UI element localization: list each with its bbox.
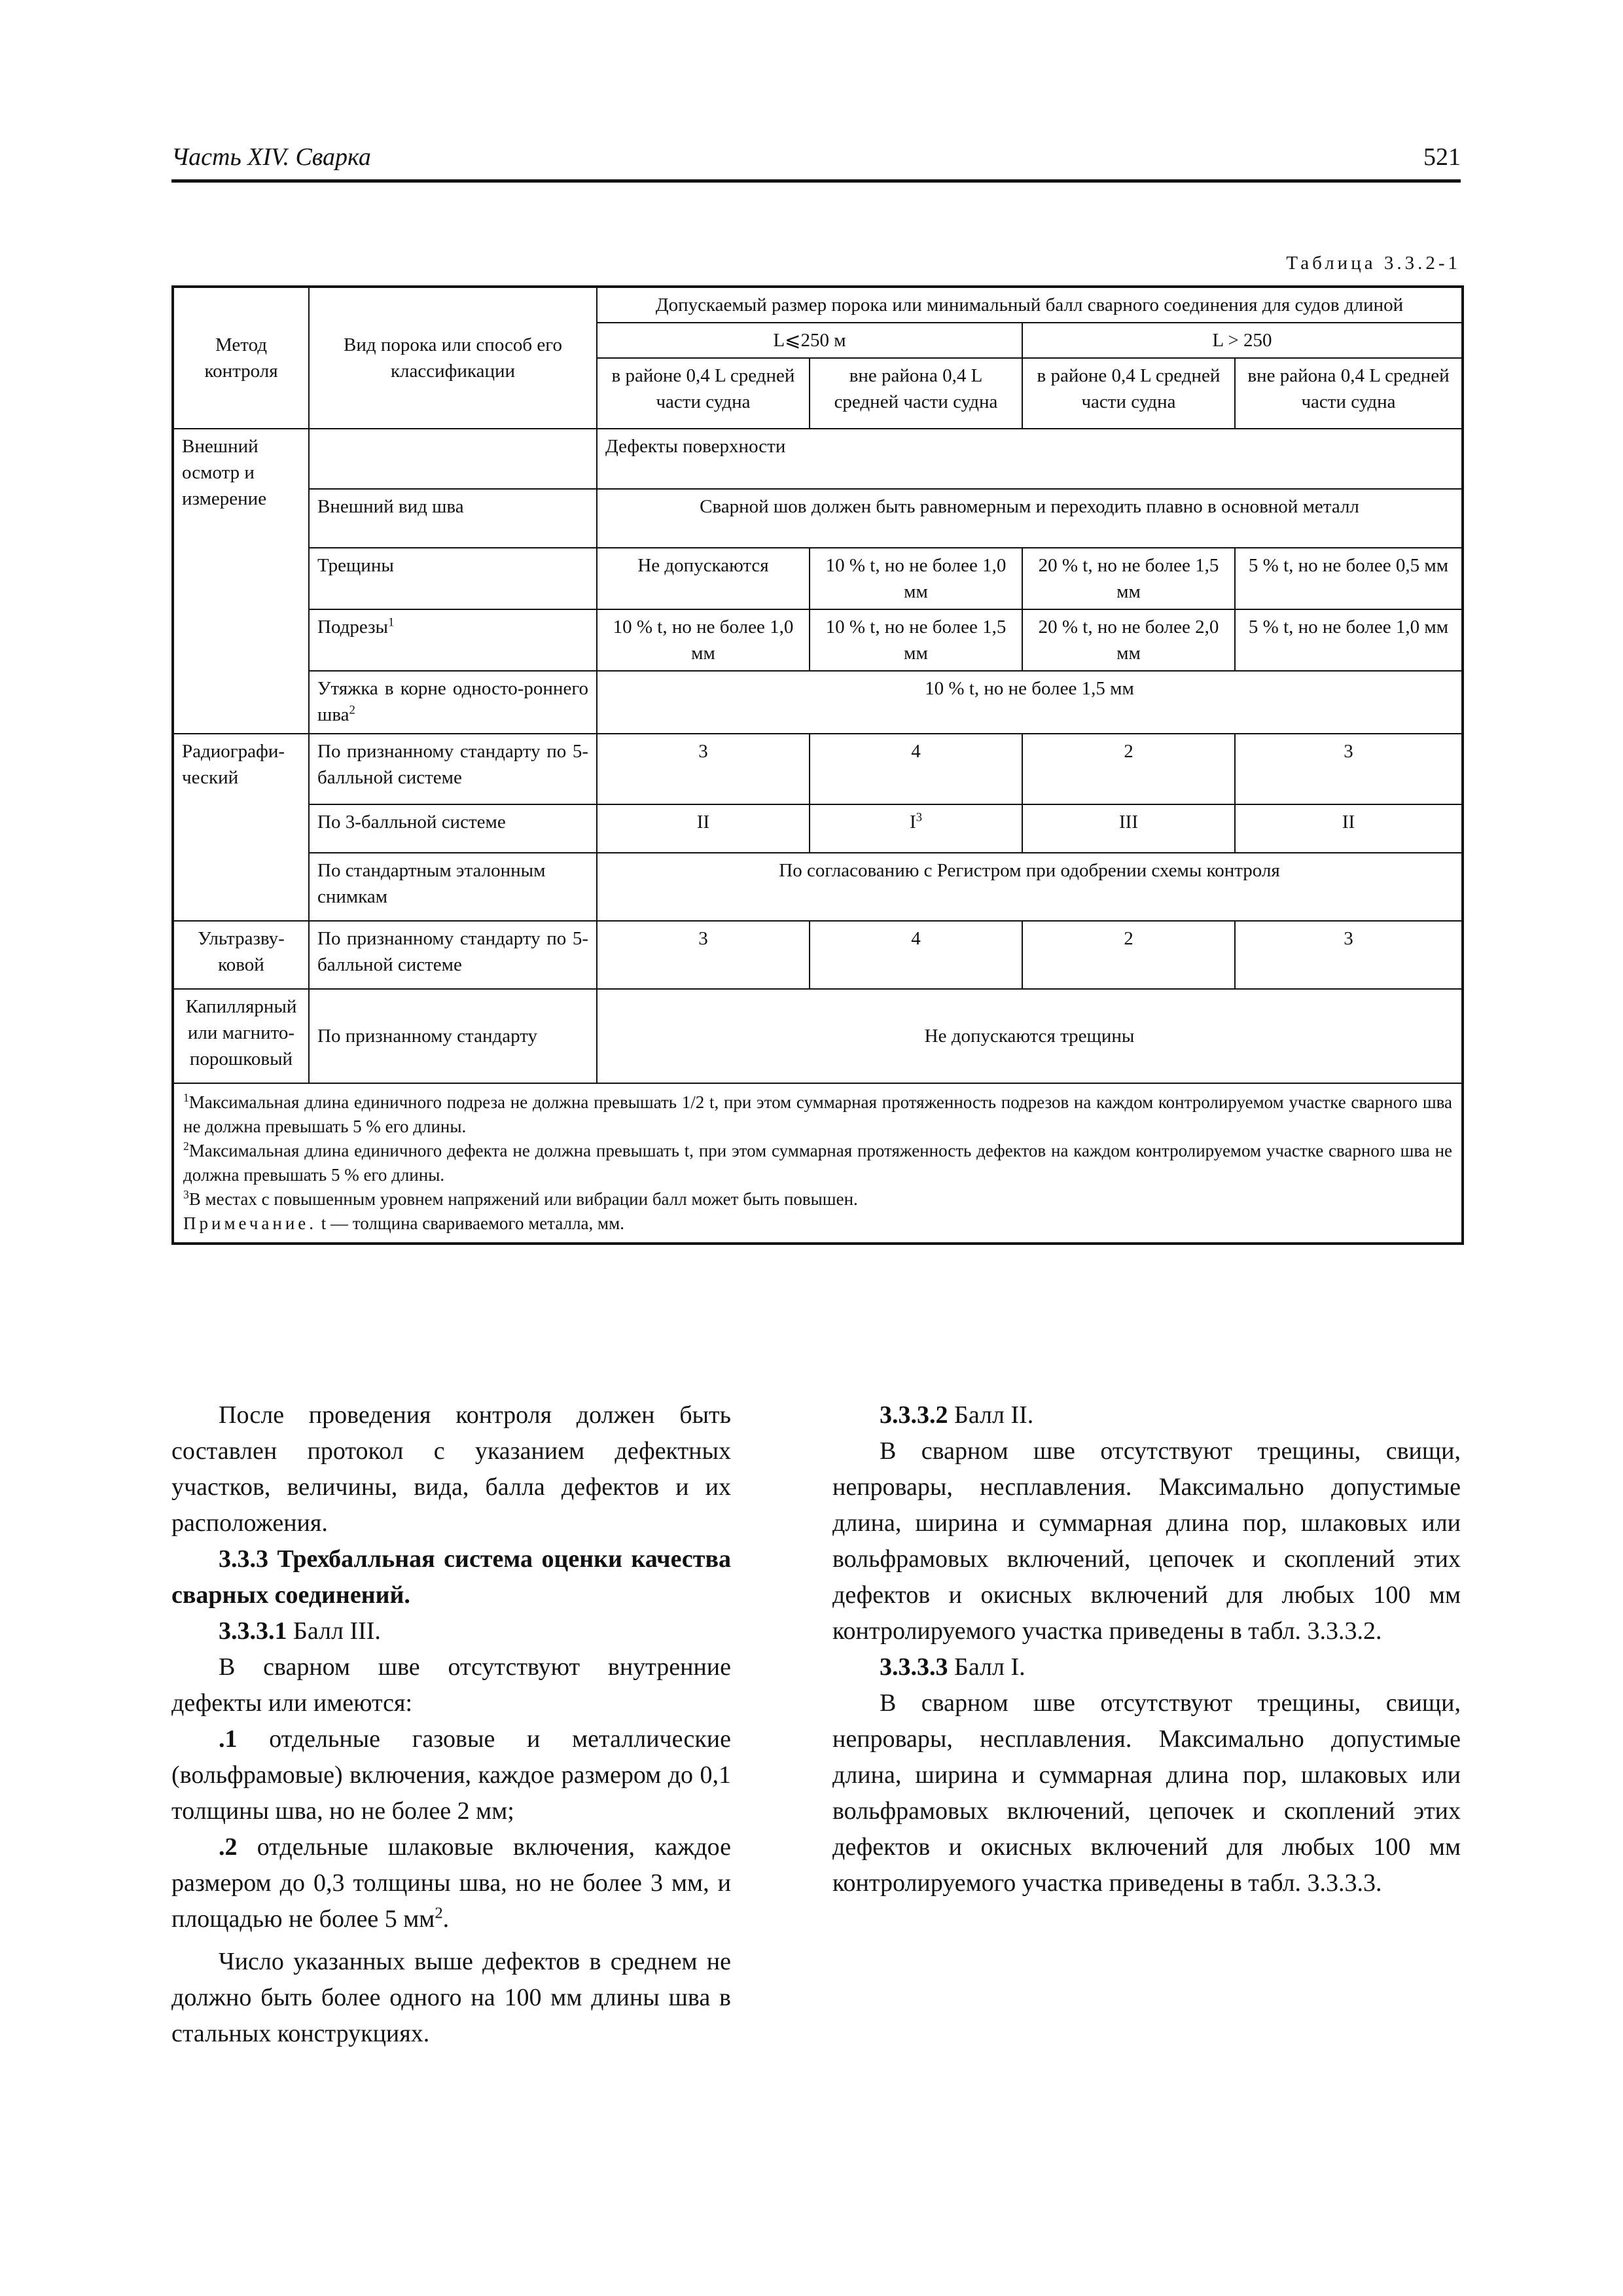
cell: 3 [597, 921, 810, 989]
method-capillary: Капиллярный или магнито-порошковый [173, 989, 309, 1083]
method-radiographic: Радиографи-ческий [173, 734, 309, 921]
defects-table [171, 285, 1464, 1245]
radio-ref-value: По согласованию с Регистром при одобрении схемы контроля [597, 853, 1463, 921]
running-title: Часть XIV. Сварка [171, 143, 371, 171]
undercuts-label: Подрезы$^1$ [309, 609, 597, 671]
subsection-3-3-3-3: 3.3.3.3 Балл I. [880, 1653, 1026, 1681]
cell: Не допускаются [597, 548, 810, 609]
cell: 4 [810, 921, 1022, 989]
cell: 2 [1022, 921, 1235, 989]
section-heading-3-3-3: 3.3.3 Трехбалльная система оценки качества сварных соединений. [171, 1545, 731, 1609]
subsection-3-3-3-1: 3.3.3.1 Балл III. [219, 1617, 381, 1645]
root-shrink-value: 10 % t, но не более 1,5 мм [597, 671, 1463, 734]
table-remark: Примечание. t — толщина свариваемого металла, мм. [183, 1213, 624, 1233]
cell: 20 % t, но не более 1,5 мм [1022, 548, 1235, 609]
th-in-zone-1: в районе 0,4 L средней части судна [597, 358, 810, 429]
cell: 3 [1235, 921, 1463, 989]
capillary-std: По признанному стандарту [309, 989, 597, 1083]
cell: II [1235, 804, 1463, 853]
cell: III [1022, 804, 1235, 853]
cell: 5 % t, но не более 0,5 мм [1235, 548, 1463, 609]
cell: II [597, 804, 810, 853]
weld-appearance: Внешний вид шва [309, 489, 597, 548]
th-allowed: Допускаемый размер порока или минимальный балл сварного соединения для судов длиной [597, 287, 1463, 323]
th-defect-type: Вид порока или способ его классификации [309, 287, 597, 429]
th-l-gt-250: L > 250 [1022, 323, 1463, 358]
footnote-1: $^1$Максимальная длина единичного подреза не должна превышать 1/2 t, при этом суммарная протяженность подрезов на каждом контролируемом участке сварного шва не должна превышать 5 % его длины. [183, 1091, 1453, 1136]
ultra-5-label: По признанному стандарту по 5-балльной системе [309, 921, 597, 989]
footnote-3: $^3$В местах с повышенным уровнем напряжений или вибрации балл может быть повышен. [183, 1188, 858, 1209]
list-item-1: .1 отдельные газовые и металлические (вольфрамовые) включения, каждое размером до 0,1 толщины шва, но не более 2 мм; [171, 1725, 731, 1825]
cell: $I^3$ [810, 804, 1022, 853]
footnote-ref: 2 [349, 703, 355, 717]
method-ultrasonic: Ультразву-ковой [173, 921, 309, 989]
empty-cell [309, 429, 597, 489]
surface-defects: Дефекты поверхности [597, 429, 1463, 489]
capillary-value: Не допускаются трещины [597, 989, 1463, 1083]
cell: 5 % t, но не более 1,0 мм [1235, 609, 1463, 671]
left-column [171, 1397, 731, 2052]
footnote-ref: 1 [388, 615, 395, 630]
cracks-label: Трещины [309, 548, 597, 609]
table-notes [173, 1083, 1463, 1244]
subsection-3-3-3-2: 3.3.3.2 Балл II. [880, 1401, 1034, 1429]
th-out-zone-2: вне района 0,4 L средней части судна [1235, 358, 1463, 429]
footnote-2: $^2$Максимальная длина единичного дефекта не должна превышать t, при этом суммарная протяженность дефектов на каждом контролируемом участке сварного шва не должна превышать 5 % его длины. [183, 1139, 1453, 1185]
root-shrink-label: Утяжка в корне односто-роннего шва$^2$ [309, 671, 597, 734]
cell: 2 [1022, 734, 1235, 804]
th-method: Метод контроля [173, 287, 309, 429]
paragraph: В сварном шве отсутствуют трещины, свищи, непровары, несплавления. Максимально допустимые длина, ширина и суммарная длина пор, шлаковых или вольфрамовых включений, цепочек и скоплений этих дефектов и окисных включений для любых 100 мм контролируемого участка приведены в табл. 3.3.3.3. [832, 1689, 1461, 1897]
paragraph: Число указанных выше дефектов в среднем не должно быть более одного на 100 мм длины шва в стальных конструкциях. [171, 1948, 731, 2047]
paragraph: После проведения контроля должен быть составлен протокол с указанием дефектных участков, величины, вида, балла дефектов и их расположения. [171, 1401, 731, 1537]
th-out-zone-1: вне района 0,4 L средней части судна [810, 358, 1022, 429]
footnote-ref: 3 [916, 810, 923, 825]
cell: 20 % t, но не более 2,0 мм [1022, 609, 1235, 671]
th-l-le-250: L⩽250 м [597, 323, 1022, 358]
method-visual: Внешний осмотр и измерение [173, 429, 309, 734]
radio-3-label: По 3-балльной системе [309, 804, 597, 853]
page-header [171, 143, 1461, 183]
radio-ref-label: По стандартным эталонным снимкам [309, 853, 597, 921]
cell: 3 [597, 734, 810, 804]
table-caption: Таблица 3.3.2-1 [1286, 253, 1461, 274]
cell: 10 % t, но не более 1,0 мм [597, 609, 810, 671]
cell: 10 % t, но не более 1,5 мм [810, 609, 1022, 671]
weld-appearance-req: Сварной шов должен быть равномерным и переходить плавно в основной металл [597, 489, 1463, 548]
th-in-zone-2: в районе 0,4 L средней части судна [1022, 358, 1235, 429]
paragraph: В сварном шве отсутствуют внутренние дефекты или имеются: [171, 1653, 731, 1717]
page-number: 521 [1423, 143, 1461, 171]
cell: 10 % t, но не более 1,0 мм [810, 548, 1022, 609]
radio-5-label: По признанному стандарту по 5-балльной системе [309, 734, 597, 804]
list-item-2: .2 отдельные шлаковые включения, каждое размером до 0,3 толщины шва, но не более 3 мм, и площадью не более 5 $мм^2$. [171, 1833, 732, 1933]
paragraph: В сварном шве отсутствуют трещины, свищи, непровары, несплавления. Максимально допустимые длина, ширина и суммарная длина пор, шлаковых или вольфрамовых включений, цепочек и скоплений этих дефектов и окисных включений для любых 100 мм контролируемого участка приведены в табл. 3.3.3.2. [832, 1437, 1461, 1645]
right-column [832, 1397, 1461, 1901]
cell: 4 [810, 734, 1022, 804]
cell: 3 [1235, 734, 1463, 804]
